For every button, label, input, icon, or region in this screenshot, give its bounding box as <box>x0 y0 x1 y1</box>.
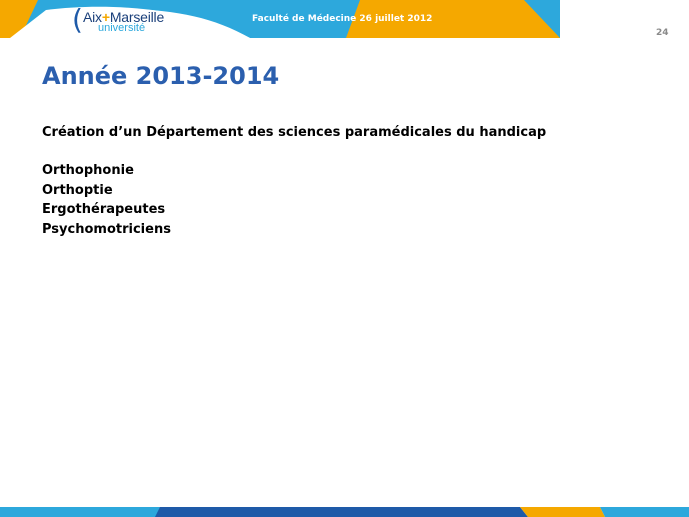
program-list <box>42 161 662 239</box>
footer-band-light-blue-right <box>600 507 689 517</box>
footer-band-yellow <box>520 507 605 517</box>
list-item: Ergothérapeutes <box>42 202 166 217</box>
intro-text: Création d’un Département des sciences paramédicales du handicap <box>42 125 547 140</box>
logo-text-aix: Aix <box>83 9 102 25</box>
logo-text-marseille: Marseille <box>109 9 165 25</box>
aix-marseille-logo <box>72 3 182 38</box>
list-item: Orthophonie <box>42 163 134 178</box>
list-item: Orthoptie <box>42 182 113 198</box>
list-item: Psychomotriciens <box>42 221 171 237</box>
header-event-text: Faculté de Médecine 26 juillet 2012 <box>252 14 433 24</box>
slide-content <box>42 123 662 239</box>
logo-plus: + <box>101 9 110 25</box>
footer-band <box>0 507 689 517</box>
slide-title: Année 2013-2014 <box>42 62 280 90</box>
logo-bracket-glyph: ( <box>72 3 83 36</box>
footer-band-dark-blue <box>155 507 528 517</box>
logo-text-universite: université <box>98 22 146 34</box>
page-number: 24 <box>656 28 669 38</box>
footer-band-light-blue <box>0 507 168 517</box>
